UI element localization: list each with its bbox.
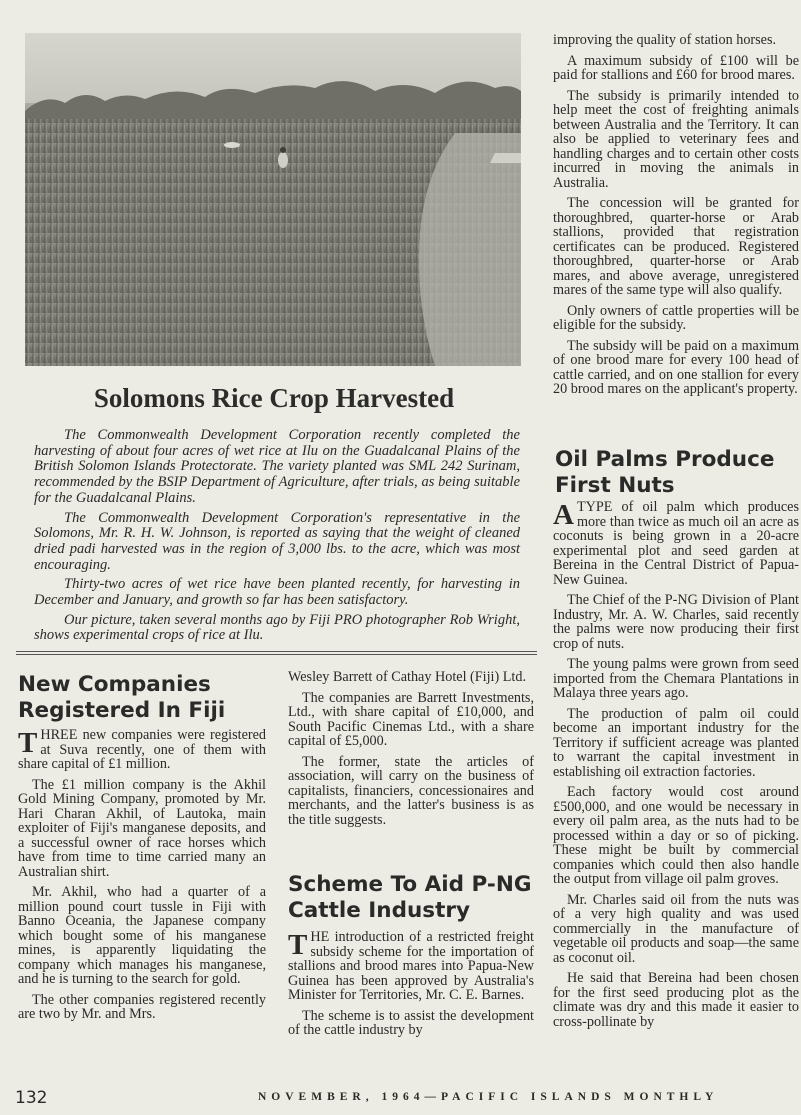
palms-headline: Oil Palms Produce First Nuts	[555, 447, 775, 498]
companies-paragraph: Mr. Akhil, who had a quarter of a million pound court tussle in Fiji with Banno Oceania, the Japanese company which bought some of his manganese mines, is apparently liquidating the company which manages his manganese, and he is turning to the search for gold.	[18, 884, 266, 987]
cattle-column	[288, 930, 534, 1044]
cattle-lead: HE introduction of a restricted freight subsidy scheme for the importation of stallions and brood mares into Papua-New Guinea has been approved by Australia's Minister for Territories, Mr. C. E. Barnes.	[288, 929, 534, 1003]
page-number: 132	[15, 1088, 48, 1108]
palms-column	[553, 500, 799, 1035]
cattle-paragraph: improving the quality of station horses.	[553, 32, 777, 48]
cattle-paragraph: The subsidy is primarily intended to help meet the cost of freighting animals between Australia and the Territory. It can also be applied to veterinary fees and handling charges and to certain other costs incurred in moving the animals in Australia.	[553, 87, 799, 191]
palms-lead: TYPE of oil palm which produces more than twice as much oil an acre as coconuts is being grown in a 20-acre experimental plot and seed garden at Bereina in the Central District of Papua-New Guinea.	[553, 499, 799, 588]
palms-paragraph: The young palms were grown from seed imported from the Chemara Plantations in Malaya three years ago.	[553, 656, 799, 701]
cattle-paragraph: The subsidy will be paid on a maximum of one brood mare for every 100 head of cattle carried, and on one stallion for every 20 brood mares on the applicant's property.	[553, 337, 799, 397]
cattle-paragraph: A maximum subsidy of £100 will be paid for stallions and £60 for brood mares.	[553, 52, 799, 83]
section-divider	[16, 654, 537, 655]
caption-paragraph: Our picture, taken several months ago by Fiji PRO photographer Rob Wright, shows experimental crops of rice at Ilu.	[34, 611, 520, 644]
caption-paragraph: The Commonwealth Development Corporation recently completed the harvesting of about four acres of wet rice at Ilu on the Guadalcanal Plains of the British Solomon Islands Protectorate. The variety planted was SML 242 Surinam, recommended by the BSIP Department of Agriculture, after trials, as being suitable for the Guadalcanal Plains.	[34, 427, 520, 506]
companies-headline: New Companies Registered In Fiji	[18, 672, 226, 723]
rice-caption	[34, 428, 520, 648]
companies-paragraph: The other companies registered recently are two by Mr. and Mrs.	[18, 991, 266, 1022]
companies-continued-column	[288, 670, 534, 833]
caption-paragraph: Thirty-two acres of wet rice have been planted recently, for harvesting in December and January, and growth so far has been satisfactory.	[34, 576, 520, 609]
publication-line: NOVEMBER, 1964—PACIFIC ISLANDS MONTHLY	[258, 1091, 719, 1103]
companies-paragraph: Wesley Barrett of Cathay Hotel (Fiji) Ltd.	[288, 669, 527, 685]
companies-paragraph: The companies are Barrett Investments, Ltd., with share capital of £10,000, and South Pacific Cinemas Ltd., with a share capital of £5,000.	[288, 689, 534, 749]
page-footer	[15, 1088, 801, 1112]
cattle-continued-column	[553, 33, 799, 403]
rice-headline: Solomons Rice Crop Harvested	[93, 383, 455, 413]
companies-lead: HREE new companies were registered at Suva recently, one of them with share capital of £1 million.	[18, 727, 266, 772]
companies-paragraph: The £1 million company is the Akhil Gold Mining Company, promoted by Mr. Hari Charan Akhil, of Lautoka, main exploiter of Fiji's manganese deposits, and a successful owner of race horses which have from time to time carried many an Australian shirt.	[18, 776, 266, 880]
companies-column	[18, 728, 266, 1028]
cattle-paragraph: The scheme is to assist the development of the cattle industry by	[288, 1007, 534, 1038]
palms-paragraph: The production of palm oil could become an important industry for the Territory if sufficient acreage was planted to warrant the capital investment in establishing oil extraction factories.	[553, 705, 799, 780]
drop-cap: T	[18, 727, 38, 759]
section-divider	[16, 651, 537, 652]
cattle-paragraph: The concession will be granted for thoroughbred, quarter-horse or Arab stallions, provided that registration certificates can be produced. Registered thoroughbred, quarter-horse or Arab mares, and above average, unregistered mares of the same type will also qualify.	[553, 195, 799, 298]
cattle-paragraph: Only owners of cattle properties will be eligible for the subsidy.	[553, 302, 799, 333]
rice-field-photo	[25, 33, 521, 366]
drop-cap: T	[288, 929, 308, 961]
palms-paragraph: He said that Bereina had been chosen for the first seed producing plot as the climate was dry and this made it easier to cross-pollinate by	[553, 970, 799, 1030]
companies-paragraph: The former, state the articles of association, will carry on the business of capitalists, financiers, concessionaires and merchants, and the latter's business is as the title suggests.	[288, 753, 534, 828]
caption-paragraph: The Commonwealth Development Corporation's representative in the Solomons, Mr. R. H. W. Johnson, is reported as saying that the weight of cleaned dried padi harvested was in the region of 3,000 lbs. to the acre, which was most encouraging.	[34, 509, 520, 573]
palms-paragraph: The Chief of the P-NG Division of Plant Industry, Mr. A. W. Charles, said recently the palms were now producing their first crop of nuts.	[553, 592, 799, 652]
palms-paragraph: Mr. Charles said oil from the nuts was of a very high quality and was used commercially in the manufacture of vegetable oil products and soap—the same as coconut oil.	[553, 891, 799, 966]
cattle-headline: Scheme To Aid P-NG Cattle Industry	[288, 872, 532, 923]
rice-field-illustration	[25, 33, 521, 366]
palms-paragraph: Each factory would cost around £500,000, and one would be necessary in every oil palm area, as the nuts had to be processed within a day or so of picking. These might be built by commercial companies which could then also handle the output from village oil palm groves.	[553, 784, 799, 887]
drop-cap: A	[553, 499, 574, 531]
